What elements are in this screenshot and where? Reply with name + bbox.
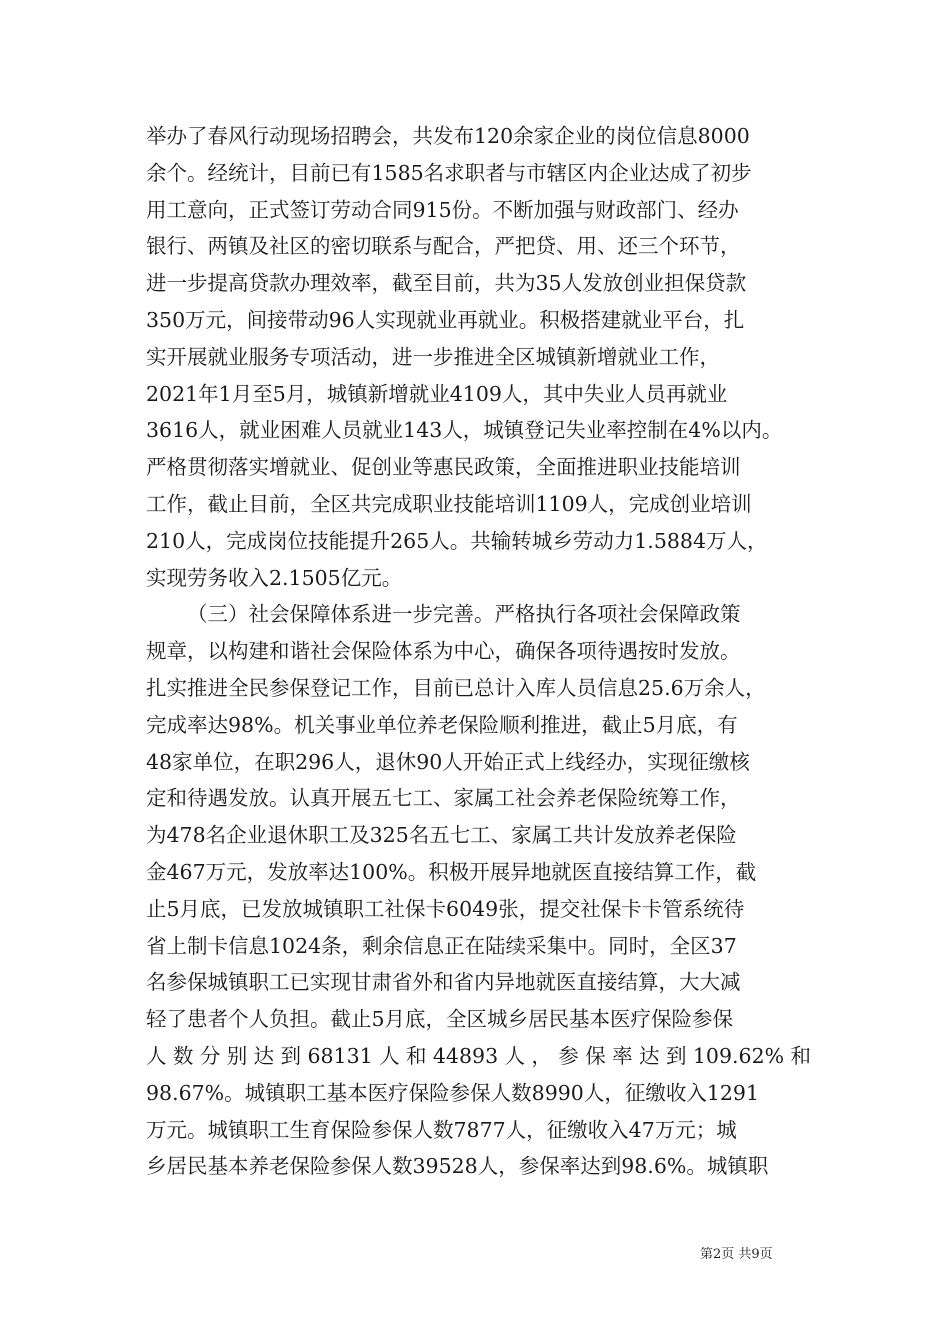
text-line: 万元。城镇职工生育保险参保人数7877人，征缴收入47万元；城	[146, 1117, 737, 1142]
text-line: 实开展就业服务专项活动，进一步推进全区城镇新增就业工作，	[146, 344, 720, 369]
text-line: 省上制卡信息1024条，剩余信息正在陆续采集中。同时，全区37	[146, 933, 737, 958]
text-line: 48家单位，在职296人，退休90人开始正式上线经办，实现征缴核	[146, 749, 750, 774]
text-line: 完成率达98%。机关事业单位养老保险顺利推进，截止5月底，有	[146, 712, 738, 737]
text-line: 为478名企业退休职工及325名五七工、家属工共计发放养老保险	[146, 823, 737, 848]
text-line: 举办了春风行动现场招聘会，共发布120余家企业的岗位信息8000	[146, 124, 750, 148]
text-line: 扎实推进全民参保登记工作，目前已总计入库人员信息25.6万余人，	[146, 675, 766, 700]
section-heading-line: （三）社会保障体系进一步完善。严格执行各项社会保障政策	[187, 602, 741, 627]
document-body	[146, 118, 811, 1185]
text-line: 余个。经统计，目前已有1585名求职者与市辖区内企业达成了初步	[146, 160, 752, 185]
text-line: 轻了患者个人负担。截止5月底，全区城乡居民基本医疗保险参保	[146, 1007, 734, 1032]
text-line: 210人，完成岗位技能提升265人。共输转城乡劳动力1.5884万人，	[146, 528, 768, 553]
text-line: 名参保城镇职工已实现甘肃省外和省内异地就医直接结算，大大减	[146, 970, 741, 995]
text-line: 3616人，就业困难人员就业143人，城镇登记失业率控制在4%以内。	[146, 418, 783, 443]
text-line: 用工意向，正式签订劳动合同915份。不断加强与财政部门、经办	[146, 197, 739, 222]
text-line: 金467万元，发放率达100%。积极开展异地就医直接结算工作，截	[146, 859, 757, 884]
text-line: 人数分别达到68131人和44893人，参保率达到109.62%和	[146, 1043, 811, 1068]
text-line: 银行、两镇及社区的密切联系与配合，严把贷、用、还三个环节，	[146, 234, 741, 259]
text-line: 止5月底，已发放城镇职工社保卡6049张，提交社保卡卡管系统待	[146, 896, 745, 921]
text-line: 乡居民基本养老保险参保人数39528人，参保率达到98.6%。城镇职	[146, 1154, 769, 1179]
text-line: 严格贯彻落实增就业、促创业等惠民政策，全面推进职业技能培训	[146, 455, 741, 480]
page-number-footer: 第2页 共9页	[700, 1247, 773, 1262]
text-line: 实现劳务收入2.1505亿元。	[146, 565, 403, 590]
text-line: 定和待遇发放。认真开展五七工、家属工社会养老保险统筹工作，	[146, 786, 741, 811]
text-line: 工作，截止目前，全区共完成职业技能培训1109人，完成创业培训	[146, 491, 752, 516]
text-line: 2021年1月至5月，城镇新增就业4109人，其中失业人员再就业	[146, 381, 728, 406]
text-line: 规章，以构建和谐社会保险体系为中心，确保各项待遇按时发放。	[146, 639, 741, 664]
text-line: 98.67%。城镇职工基本医疗保险参保人数8990人，征缴收入1291	[146, 1080, 760, 1105]
text-line: 350万元，间接带动96人实现就业再就业。积极搭建就业平台，扎	[146, 307, 745, 332]
text-line: 进一步提高贷款办理效率，截至目前，共为35人发放创业担保贷款	[146, 271, 747, 296]
